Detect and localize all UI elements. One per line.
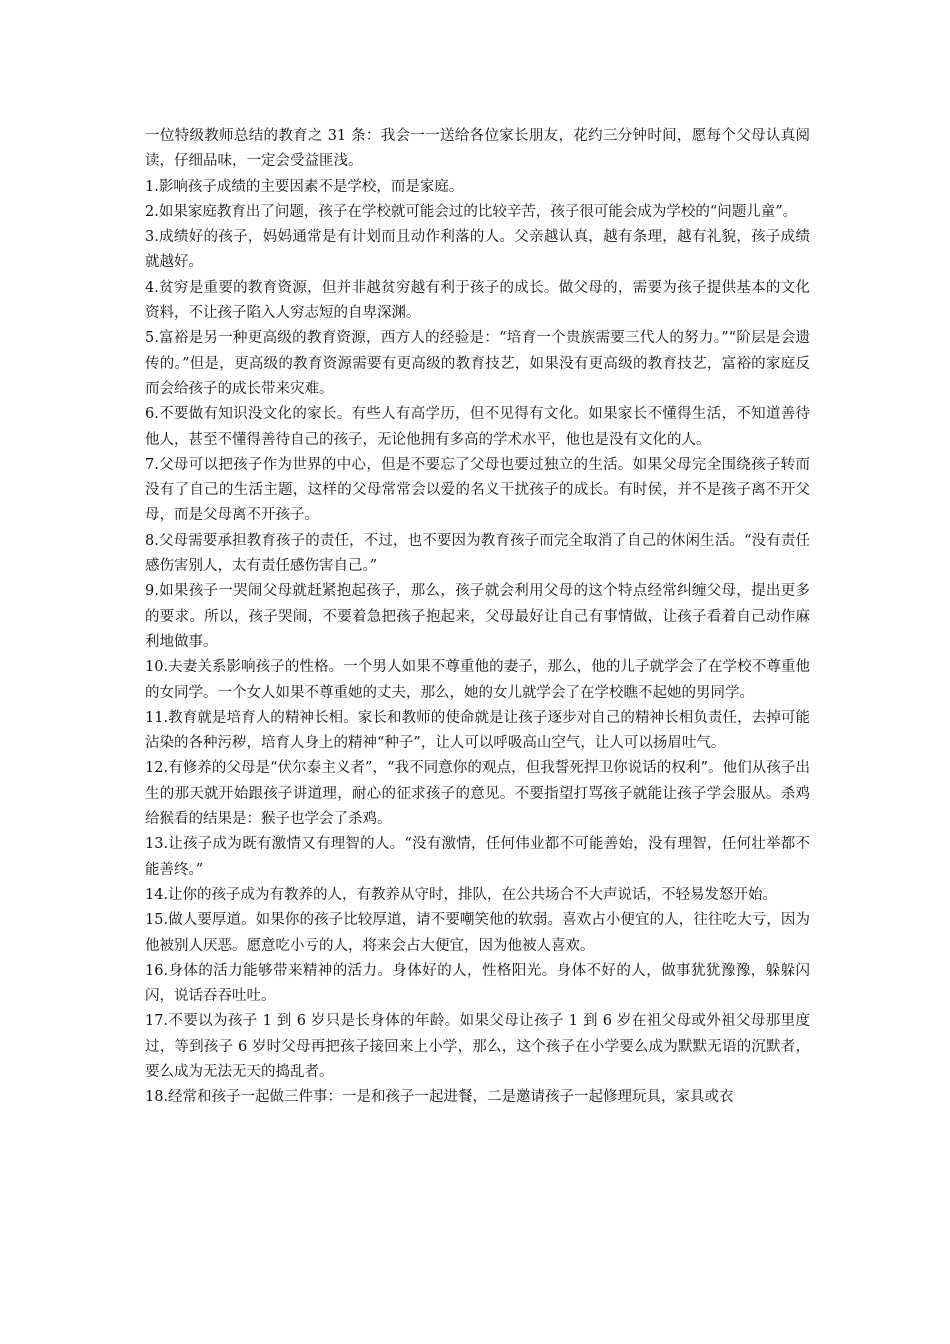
list-item-14: 14.让你的孩子成为有教养的人，有教养从守时，排队，在公共场合不大声说话，不轻易发怒开始。: [145, 886, 778, 903]
list-item-10: 10.夫妻关系影响孩子的性格。一个男人如果不尊重他的妻子，那么，他的儿子就学会了在学校不尊重他的女同学。一个女人如果不尊重她的丈夫，那么，她的女儿就学会了在学校瞧不起她的男同学。: [145, 659, 810, 701]
list-item-3: 3.成绩好的孩子，妈妈通常是有计划而且动作利落的人。父亲越认真，越有条理，越有礼貌，孩子成绩就越好。: [145, 229, 810, 271]
intro-paragraph: 一位特级教师总结的教育之 31 条：我会一一送给各位家长朋友，花约三分钟时间，愿每个父母认真阅读，仔细品味，一定会受益匪浅。: [145, 128, 810, 170]
list-item-13: 13.让孩子成为既有激情又有理智的人。“没有激情，任何伟业都不可能善始，没有理智，任何壮举都不能善终。”: [145, 836, 810, 878]
list-item-1: 1.影响孩子成绩的主要因素不是学校，而是家庭。: [145, 178, 464, 195]
list-item-11: 11.教育就是培育人的精神长相。家长和教师的使命就是让孩子逐步对自己的精神长相负责任，去掉可能沾染的各种污秽，培育人身上的精神“种子”，让人可以呼吸高山空气，让人可以扬眉吐气。: [145, 709, 810, 752]
list-item-15: 15.做人要厚道。如果你的孩子比较厚道，请不要嘲笑他的软弱。喜欢占小便宜的人，往往吃大亏，因为他被别人厌恶。愿意吃小亏的人，将来会占大便宜，因为他被人喜欢。: [145, 912, 810, 954]
list-item-8: 8.父母需要承担教育孩子的责任，不过，也不要因为教育孩子而完全取消了自己的休闲生活。“没有责任感伤害别人，太有责任感伤害自己。”: [145, 532, 810, 575]
list-item-12: 12.有修养的父母是“伏尔泰主义者”，“我不同意你的观点，但我誓死捍卫你说话的权利”。他们从孩子出生的那天就开始跟孩子讲道理，耐心的征求孩子的意见。不要指望打骂孩子就能让孩子学会服从。杀鸡给猴看的结果是：猴子也学会了杀鸡。: [145, 760, 810, 828]
list-item-17: 17.不要以为孩子 1 到 6 岁只是长身体的年龄。如果父母让孩子 1 到 6 岁在祖父母或外祖父母那里度过，等到孩子 6 岁时父母再把孩子接回来上小学，那么，这个孩子在小学要么成为默默无语的沉默者，要么成为无法无天的捣乱者。: [145, 1013, 810, 1080]
list-item-7: 7.父母可以把孩子作为世界的中心，但是不要忘了父母也要过独立的生活。如果父母完全围绕孩子转而没有了自己的生活主题，这样的父母常常会以爱的名义干扰孩子的成长。有时侯，并不是孩子离不开父母，而是父母离不开孩子。: [145, 456, 810, 524]
list-item-16: 16.身体的活力能够带来精神的活力。身体好的人，性格阳光。身体不好的人，做事犹犹豫豫，躲躲闪闪，说话吞吞吐吐。: [145, 962, 810, 1005]
document-body: [145, 124, 810, 1111]
list-item-2: 2.如果家庭教育出了问题，孩子在学校就可能会过的比较辛苦，孩子很可能会成为学校的“问题儿童”。: [145, 203, 798, 220]
list-item-18: 18.经常和孩子一起做三件事：一是和孩子一起进餐，二是邀请孩子一起修理玩具，家具或衣: [145, 1089, 734, 1106]
list-item-4: 4.贫穷是重要的教育资源，但并非越贫穷越有利于孩子的成长。做父母的，需要为孩子提供基本的文化资料，不让孩子陷入人穷志短的自卑深渊。: [145, 279, 810, 322]
list-item-9: 9.如果孩子一哭闹父母就赶紧抱起孩子，那么，孩子就会利用父母的这个特点经常纠缠父母，提出更多的要求。所以，孩子哭闹，不要着急把孩子抱起来，父母最好让自己有事情做，让孩子看着自己动作麻利地做事。: [145, 583, 810, 650]
list-item-6: 6.不要做有知识没文化的家长。有些人有高学历，但不见得有文化。如果家长不懂得生活，不知道善待他人，甚至不懂得善待自己的孩子，无论他拥有多高的学术水平，他也是没有文化的人。: [145, 406, 810, 448]
list-item-5: 5.富裕是另一种更高级的教育资源，西方人的经验是：“培育一个贵族需要三代人的努力。”“阶层是会遗传的。”但是，更高级的教育资源需要有更高级的教育技艺，如果没有更高级的教育技艺，富裕的家庭反而会给孩子的成长带来灾难。: [145, 330, 810, 397]
